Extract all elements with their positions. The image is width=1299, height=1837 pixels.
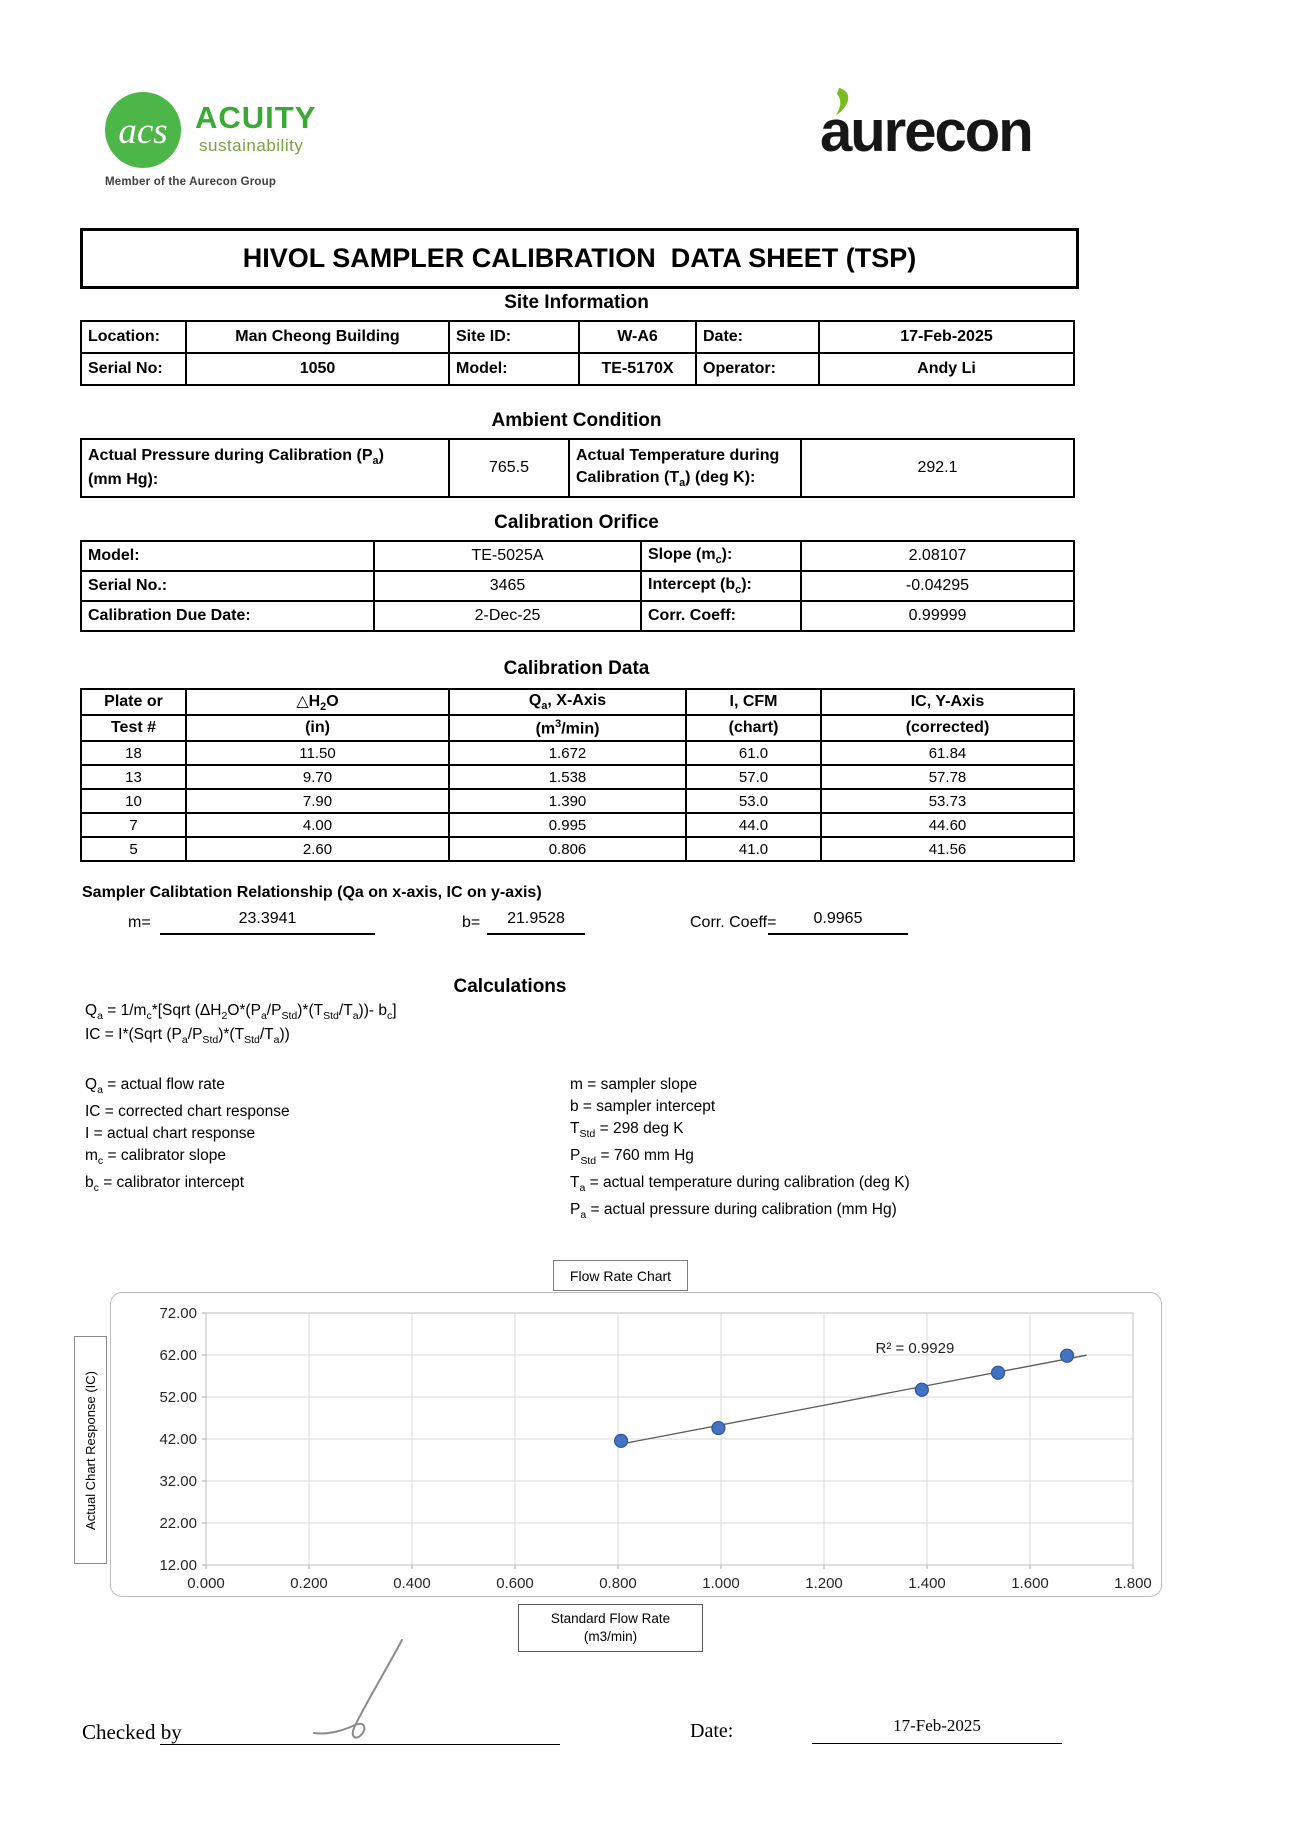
formula-ic: IC = I*(Sqrt $(P_a/P_{Std})*(T_{Std}/T_a)$) [85, 1026, 290, 1047]
orifice-due-date-label: Calibration Due Date: [81, 601, 374, 631]
orifice-intercept-value: -0.04295 [801, 571, 1074, 601]
svg-text:32.00: 32.00 [159, 1473, 197, 1490]
def-qa: $Q_a$ = actual flow rate [85, 1076, 225, 1097]
chart-x-axis-label-line2: (m3/min) [583, 1629, 638, 1644]
m-label: m= [128, 914, 151, 931]
cal-cell: 11.50 [186, 741, 449, 765]
model-value: TE-5170X [579, 353, 696, 385]
orifice-serial-value: 3465 [374, 571, 641, 601]
svg-text:1.200: 1.200 [805, 1575, 843, 1592]
pressure-value: 765.5 [449, 439, 569, 497]
definitions-right [570, 1074, 1130, 1226]
svg-text:0.000: 0.000 [187, 1575, 225, 1592]
cal-cell: 18 [81, 741, 186, 765]
definitions-left [85, 1074, 505, 1199]
cal-cell: 41.0 [686, 837, 821, 861]
col-header-dh2o: $\triangle H_2O$ [186, 689, 449, 715]
cal-cell: 4.00 [186, 813, 449, 837]
cal-cell: 7 [81, 813, 186, 837]
serial-no-label: Serial No: [81, 353, 186, 385]
svg-text:52.00: 52.00 [159, 1389, 197, 1406]
cal-cell: 10 [81, 789, 186, 813]
serial-no-value: 1050 [186, 353, 449, 385]
def-pstd: $P_{Std} = 760$ mm Hg [570, 1147, 694, 1168]
orifice-model-label: Model: [81, 541, 374, 571]
cal-cell: 53.0 [686, 789, 821, 813]
chart-title-box: Flow Rate Chart [553, 1260, 688, 1291]
acuity-tagline: sustainability [199, 136, 304, 155]
def-mc: $m_c$ = calibrator slope [85, 1147, 226, 1168]
cal-cell: 61.84 [821, 741, 1074, 765]
formula-qa: $Q_a$ = $1/m_c*[Sqrt$ $(\Delta H_2O*(P_a/P_{Std})*(T_{Std}/T_a))-$ $b_c$] [85, 1002, 397, 1023]
table-row [81, 439, 1074, 497]
cal-data-heading: Calibration Data [503, 658, 650, 679]
col-header-plate: Plate or [81, 689, 186, 715]
orifice-intercept-label: Intercept $(b_c)$: [641, 571, 801, 601]
table-row [81, 813, 1074, 837]
location-value: Man Cheong Building [186, 321, 449, 353]
col-subheader-corrected: (corrected) [821, 715, 1074, 741]
operator-value: Andy Li [819, 353, 1074, 385]
ambient-heading: Ambient Condition [491, 410, 662, 431]
svg-text:22.00: 22.00 [159, 1515, 197, 1532]
cal-cell: 61.0 [686, 741, 821, 765]
table-row [81, 765, 1074, 789]
svg-text:0.600: 0.600 [496, 1575, 534, 1592]
col-header-qa: $Q_a$, X-Axis [449, 689, 686, 715]
sheet-title: HIVOL SAMPLER CALIBRATION DATA SHEET (TSP) [80, 228, 1079, 289]
table-row [81, 789, 1074, 813]
acuity-wordmark: ACUITY [195, 100, 317, 135]
orifice-serial-label: Serial No.: [81, 571, 374, 601]
b-label: b= [462, 914, 481, 931]
def-m: m = sampler slope [570, 1076, 698, 1093]
table-row [81, 571, 1074, 601]
checked-by-line [160, 1744, 560, 1745]
cal-cell: 41.56 [821, 837, 1074, 861]
flow-rate-chart [110, 1292, 1162, 1597]
svg-text:1.600: 1.600 [1011, 1575, 1049, 1592]
site-id-label: Site ID: [449, 321, 579, 353]
svg-text:0.400: 0.400 [393, 1575, 431, 1592]
cal-cell: 57.78 [821, 765, 1074, 789]
operator-label: Operator: [696, 353, 819, 385]
chart-canvas [111, 1293, 1158, 1593]
orifice-slope-label: Slope $(m_c)$: [641, 541, 801, 571]
table-row [81, 353, 1074, 385]
svg-text:R² = 0.9929: R² = 0.9929 [875, 1339, 955, 1357]
def-b: b = sampler intercept [570, 1098, 716, 1115]
col-subheader-test: Test # [81, 715, 186, 741]
orifice-table [80, 540, 1075, 632]
site-info-table [80, 320, 1075, 386]
site-date-label: Date: [696, 321, 819, 353]
col-subheader-chart: (chart) [686, 715, 821, 741]
cal-cell: 57.0 [686, 765, 821, 789]
cal-cell: 0.806 [449, 837, 686, 861]
cal-cell: 2.60 [186, 837, 449, 861]
cal-cell: 13 [81, 765, 186, 789]
aurecon-wordmark: aurecon [820, 99, 1032, 164]
site-info-heading: Site Information [504, 292, 649, 313]
cal-cell: 1.390 [449, 789, 686, 813]
acuity-circle-letters: acs [118, 111, 168, 152]
model-label: Model: [449, 353, 579, 385]
svg-text:12.00: 12.00 [159, 1557, 197, 1574]
cal-cell: 9.70 [186, 765, 449, 789]
cal-cell: 44.0 [686, 813, 821, 837]
orifice-model-value: TE-5025A [374, 541, 641, 571]
svg-text:1.800: 1.800 [1114, 1575, 1152, 1592]
aurecon-logo [820, 90, 1090, 174]
col-header-i-cfm: I, CFM [686, 689, 821, 715]
date-label: Date: [690, 1720, 734, 1742]
cal-cell: 53.73 [821, 789, 1074, 813]
calculations-heading: Calculations [453, 976, 567, 997]
cal-cell: 0.995 [449, 813, 686, 837]
table-row [81, 601, 1074, 631]
corr-coeff-value: 0.9965 [768, 910, 908, 935]
svg-text:0.800: 0.800 [599, 1575, 637, 1592]
cal-cell: 5 [81, 837, 186, 861]
m-value: 23.3941 [160, 910, 375, 935]
table-row [81, 741, 1074, 765]
calibration-data-table [80, 688, 1075, 862]
svg-text:42.00: 42.00 [159, 1431, 197, 1448]
orifice-heading: Calibration Orifice [494, 512, 659, 533]
temperature-value: 292.1 [801, 439, 1074, 497]
orifice-due-date-value: 2-Dec-25 [374, 601, 641, 631]
temperature-label: Actual Temperature during Calibration $(T_a)$ (deg K): [569, 439, 801, 497]
cal-cell: 1.672 [449, 741, 686, 765]
table-header-row [81, 715, 1074, 741]
location-label: Location: [81, 321, 186, 353]
table-row [81, 541, 1074, 571]
cal-cell: 44.60 [821, 813, 1074, 837]
ambient-table [80, 438, 1075, 498]
footer-date-value: 17-Feb-2025 [812, 1716, 1062, 1744]
site-id-value: W-A6 [579, 321, 696, 353]
svg-text:0.200: 0.200 [290, 1575, 328, 1592]
table-header-row [81, 689, 1074, 715]
chart-x-axis-label-box [518, 1604, 703, 1652]
site-date-value: 17-Feb-2025 [819, 321, 1074, 353]
svg-text:62.00: 62.00 [159, 1347, 197, 1364]
svg-text:1.000: 1.000 [702, 1575, 740, 1592]
col-subheader-m3min: $(m^3/\min)$ [449, 715, 686, 741]
cal-cell: 7.90 [186, 789, 449, 813]
acuity-member-line: Member of the Aurecon Group [105, 176, 277, 188]
def-bc: $b_c$ = calibrator intercept [85, 1174, 245, 1195]
acuity-logo [103, 90, 433, 198]
def-ic: IC = corrected chart response [85, 1103, 290, 1121]
pressure-label: Actual Pressure during Calibration $(P_a)$ (mm Hg): [81, 439, 449, 497]
chart-y-axis-label-box [74, 1336, 107, 1564]
svg-text:1.400: 1.400 [908, 1575, 946, 1592]
checked-by-label: Checked by [82, 1720, 182, 1744]
orifice-slope-value: 2.08107 [801, 541, 1074, 571]
col-subheader-in: (in) [186, 715, 449, 741]
b-value: 21.9528 [487, 910, 585, 935]
cal-cell: 1.538 [449, 765, 686, 789]
def-tstd: $T_{Std} = 298$ deg K [570, 1120, 684, 1141]
svg-text:72.00: 72.00 [159, 1305, 197, 1322]
col-header-ic: IC, Y-Axis [821, 689, 1074, 715]
def-i: I = actual chart response [85, 1125, 256, 1143]
relationship-heading: Sampler Calibtation Relationship (Qa on x-axis, IC on y-axis) [82, 884, 542, 901]
signature [290, 1636, 440, 1746]
acuity-circle-icon [103, 90, 183, 170]
def-ta: $T_a$ = actual temperature during calibration (deg K) [570, 1174, 910, 1195]
orifice-corr-label: Corr. Coeff: [641, 601, 801, 631]
table-row [81, 321, 1074, 353]
table-row [81, 837, 1074, 861]
orifice-corr-value: 0.99999 [801, 601, 1074, 631]
chart-x-axis-label-line1: Standard Flow Rate [550, 1611, 671, 1627]
chart-y-axis-label: Actual Chart Response (IC) [83, 1370, 99, 1530]
def-pa: $P_a$ = actual pressure during calibration (mm Hg) [570, 1201, 897, 1222]
corr-coeff-label: Corr. Coeff= [690, 914, 777, 931]
